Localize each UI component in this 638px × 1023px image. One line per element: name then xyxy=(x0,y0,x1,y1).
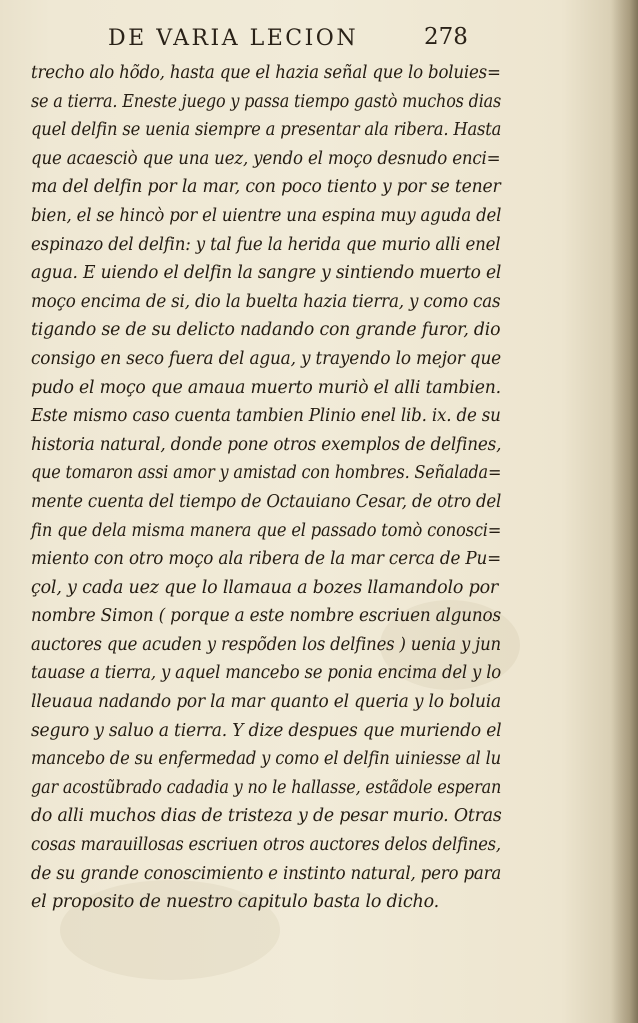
text-line: el proposito de nuestro capitulo basta lo dicho. xyxy=(31,892,439,913)
text-line: agua. E uiendo el delfin la sangre y sintiendo muerto el xyxy=(31,263,502,284)
text-line: gar acostũbrado cadadia y no le hallasse, estãdole esperan xyxy=(31,777,502,798)
text-line: que acaesciò que una uez, yendo el moço desnudo enci= xyxy=(31,148,501,169)
page-edge-shadow xyxy=(610,0,638,1023)
text-line: mente cuenta del tiempo de Octauiano Cesar, de otro del xyxy=(31,491,502,512)
page-header xyxy=(0,24,600,54)
text-line: que tomaron assi amor y amistad con hombres. Señalada= xyxy=(31,463,502,484)
text-line: historia natural, donde pone otros exemplos de delfines, xyxy=(31,434,502,455)
text-line: mancebo de su enfermedad y como el delfin uiniesse al lu xyxy=(31,749,502,770)
text-line: miento con otro moço ala ribera de la mar cerca de Pu= xyxy=(31,549,502,570)
text-line: consigo en seco fuera del agua, y trayendo lo mejor que xyxy=(31,348,501,369)
text-line: quel delfin se uenia siempre a presentar ala ribera. Hasta xyxy=(31,120,502,141)
page-number: 278 xyxy=(424,24,468,50)
text-line: de su grande conoscimiento e instinto natural, pero para xyxy=(31,863,502,884)
text-line: pudo el moço que amaua muerto muriò el alli tambien. xyxy=(31,377,501,398)
body-text xyxy=(31,59,501,917)
text-line: bien, el se hincò por el uientre una espina muy aguda del xyxy=(31,205,502,226)
text-line: do alli muchos dias de tristeza y de pesar murio. Otras xyxy=(31,806,502,827)
text-line: trecho alo hõdo, hasta que el hazia señal que lo boluies= xyxy=(31,63,501,83)
text-line: tauase a tierra, y aquel mancebo se ponia encima del y lo xyxy=(31,663,502,684)
text-line: espinazo del delfin: y tal fue la herida que murio alli enel xyxy=(31,234,501,255)
text-line: seguro y saluo a tierra. Y dize despues que muriendo el xyxy=(31,720,502,741)
text-line: cosas marauillosas escriuen otros auctores delos delfines, xyxy=(31,835,501,856)
text-line: auctores que acuden y respõden los delfines ) uenia y jun xyxy=(31,634,501,655)
text-line: moço encima de si, dio la buelta hazia tierra, y como cas xyxy=(31,291,501,312)
running-head: DE VARIA LECION xyxy=(108,26,359,51)
text-line: lleuaua nadando por la mar quanto el queria y lo boluia xyxy=(31,692,502,713)
text-line: ma del delfin por la mar, con poco tiento y por se tener xyxy=(31,177,501,198)
text-line: fin que dela misma manera que el passado tomò conosci= xyxy=(31,520,502,541)
text-line: tigando se de su delicto nadando con grande furor, dio xyxy=(31,320,501,341)
text-line: nombre Simon ( porque a este nombre escriuen algunos xyxy=(31,606,501,627)
text-line: Este mismo caso cuenta tambien Plinio enel lib. ix. de su xyxy=(31,406,501,427)
text-line: çol, y cada uez que lo llamaua a bozes llamandolo por xyxy=(31,577,499,598)
text-line: se a tierra. Eneste juego y passa tiempo gastò muchos dias xyxy=(31,91,502,112)
